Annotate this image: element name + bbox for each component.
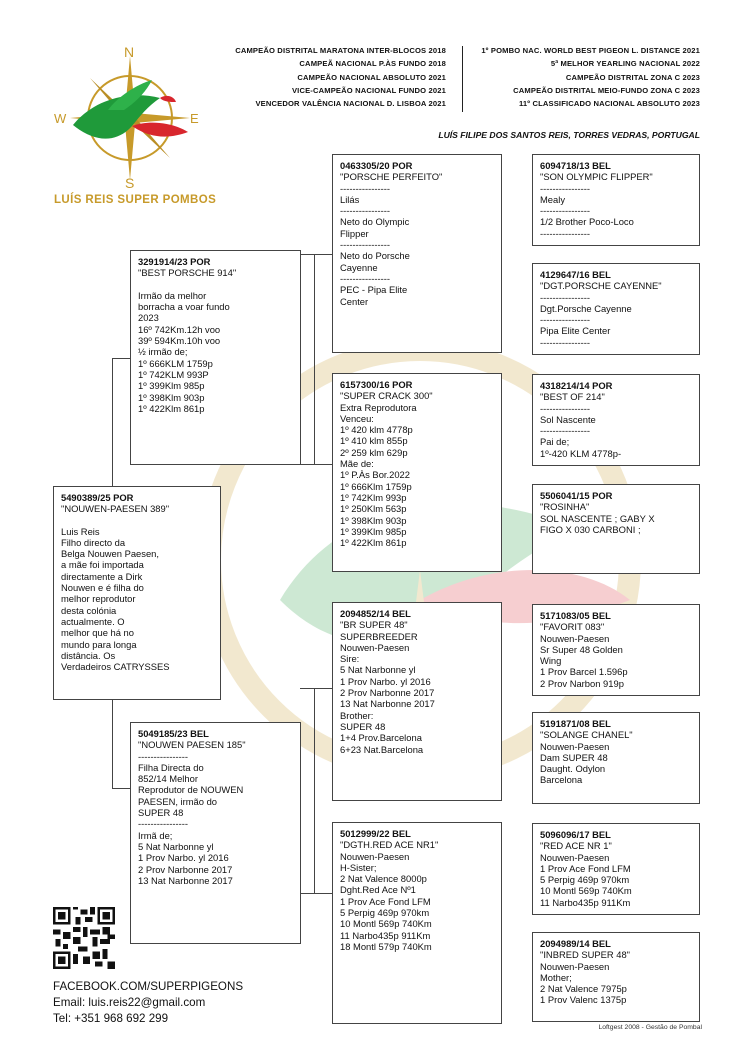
pigeon-info: SOL NASCENTE ; GABY X FIGO X 030 CARBONI ; <box>540 512 655 535</box>
title-line: CAMPEÃO DISTRITAL ZONA C 2023 <box>565 72 700 82</box>
brand-name: LUÍS REIS SUPER POMBOS <box>54 194 217 206</box>
pigeon-info: Irmão da melhor borracha a voar fundo 2023 16º 742Km.12h voo 39º 594Km.10h voo ½ irmão de; 1º 666KLM 1759p 1º 742KLM 993P 1º 399Klm 985p 1º 398Klm 903p 1º 422Klm 861p <box>138 289 230 414</box>
pigeon-info: ---------------- Sol Nascente ---------------- Pai de; 1º-420 KLM 4778p- <box>540 402 622 459</box>
pigeon-name: "SOLANGE CHANEL" <box>540 729 633 741</box>
pigeon-name: "NOUWEN PAESEN 185" <box>138 739 246 751</box>
pigeon-name: "NOUWEN-PAESEN 389" <box>61 503 170 515</box>
title-line: 5ª MELHOR YEARLING NACIONAL 2022 <box>550 59 700 69</box>
title-line: CAMPEÃO DISTRITAL MARATONA INTER-BLOCOS 2018 <box>235 46 446 55</box>
svg-text:S: S <box>125 175 135 191</box>
pigeon-info: ---------------- Lilás ---------------- Neto do Olympic Flipper ---------------- Neto do Porsche Cayenne ---------------- PEC - Pipa Elite Center <box>340 182 410 307</box>
email-link[interactable]: Email: luis.reis22@gmail.com <box>53 996 206 1009</box>
ring-number: 4129647/16 BEL <box>540 269 611 280</box>
pigeon-info: Luis Reis Filho directo da Belga Nouwen Paesen, a mãe foi importada directamente a Dirk Nouwen e é filha do melhor reprodutor desta colónia actualmente. O melhor que há no mundo para longa distância. Os Verdadeiros CATRYSSES <box>61 525 170 673</box>
pigeon-card-mfm <box>532 712 700 804</box>
compass-rose-logo <box>48 40 208 200</box>
pigeon-name: "BEST PORSCHE 914" <box>138 267 237 279</box>
title-line: CAMPEÃ NACIONAL P.ÀS FUNDO 2018 <box>299 59 446 69</box>
pigeon-name: "BEST OF 214" <box>540 391 605 403</box>
pigeon-card-ff <box>332 154 502 353</box>
svg-text:N: N <box>124 44 135 60</box>
pigeon-card-fff <box>532 154 700 246</box>
pigeon-name: "BR SUPER 48" <box>340 619 408 631</box>
pigeon-card-mff <box>532 604 700 696</box>
pigeon-card-mmm <box>532 932 700 1022</box>
phone-number[interactable]: Tel: +351 968 692 299 <box>53 1012 169 1025</box>
ring-number: 6157300/16 POR <box>340 379 413 390</box>
software-credit: Loftgest 2008 - Gestão de Pombal <box>598 1024 702 1031</box>
pigeon-name: "ROSINHA" <box>540 501 590 513</box>
ring-number: 5012999/22 BEL <box>340 828 411 839</box>
titles-right <box>470 44 700 110</box>
pigeon-name: "FAVORIT 083" <box>540 621 605 633</box>
connector-line <box>314 254 315 464</box>
pigeon-card-ffm <box>532 263 700 355</box>
pigeon-card-mother <box>130 722 301 944</box>
svg-text:E: E <box>190 111 199 126</box>
pigeon-info: Nouwen-Paesen H-Sister; 2 Nat Valence 8000p Dght.Red Ace Nº1 1 Prov Ace Fond LFM 5 Perpig 469p 970km 10 Montl 569p 740Km 11 Narbo435p 911Km 18 Montl 579p 740Km <box>340 850 432 952</box>
pigeon-name: "PORSCHE PERFEITO" <box>340 171 443 183</box>
titles-divider <box>462 46 463 112</box>
pigeon-name: "DGTH.RED ACE NR1" <box>340 839 439 851</box>
title-line: CAMPEÃO NACIONAL ABSOLUTO 2021 <box>297 72 446 82</box>
connector-line <box>300 893 332 894</box>
ring-number: 4318214/14 POR <box>540 380 613 391</box>
ring-number: 2094989/14 BEL <box>540 938 611 949</box>
pigeon-info: Nouwen-Paesen Mother; 2 Nat Valence 7975p 1 Prov Valenc 1375p <box>540 960 627 1006</box>
pigeon-card-fmf <box>532 374 700 466</box>
connector-line <box>300 254 332 255</box>
ring-number: 3291914/23 POR <box>138 256 211 267</box>
pigeon-card-mmf <box>532 823 700 915</box>
ring-number: 5191871/08 BEL <box>540 718 611 729</box>
ring-number: 5096096/17 BEL <box>540 829 611 840</box>
connector-line <box>112 788 130 789</box>
title-line: 11º CLASSIFICADO NACIONAL ABSOLUTO 2023 <box>518 99 700 109</box>
pigeon-info: ---------------- Mealy ---------------- 1/2 Brother Poco-Loco ---------------- <box>540 182 634 239</box>
pigeon-card-fmm <box>532 484 700 574</box>
pigeon-info: Extra Reprodutora Venceu: 1º 420 klm 4778p 1º 410 klm 855p 2º 259 klm 629p Mãe de: 1º P.Às Bor.2022 1º 666Klm 1759p 1º 742Klm 993p 1º 250Klm 563p 1º 398Klm 903p 1º 399Klm 985p 1º 422Klm 861p <box>340 401 417 549</box>
pigeon-info: Nouwen-Paesen 1 Prov Ace Fond LFM 5 Perpig 469p 970km 10 Montl 569p 740Km 11 Narbo435p 911Km <box>540 851 632 908</box>
ring-number: 5490389/25 POR <box>61 492 134 503</box>
pigeon-name: "INBRED SUPER 48" <box>540 949 631 961</box>
pigeon-card-fm <box>332 373 502 572</box>
pigeon-card-mm <box>332 822 502 1024</box>
titles-left <box>210 44 446 110</box>
pigeon-name: "RED ACE NR 1" <box>540 840 612 852</box>
pigeon-info: SUPERBREEDER Nouwen-Paesen Sire: 5 Nat Narbonne yl 1 Prov Narbo. yl 2016 2 Prov Narbonne 2017 13 Nat Narbonne 2017 Brother: SUPER 48 1+4 Prov.Barcelona 6+23 Nat.Barcelona <box>340 630 435 755</box>
connector-line <box>112 358 130 359</box>
pigeon-info: ---------------- Dgt.Porsche Cayenne ---------------- Pipa Elite Center ---------------- <box>540 291 632 348</box>
pigeon-name: "SON OLYMPIC FLIPPER" <box>540 171 653 183</box>
facebook-link[interactable]: FACEBOOK.COM/SUPERPIGEONS <box>53 980 244 993</box>
pigeon-name: "DGT.PORSCHE CAYENNE" <box>540 280 662 292</box>
owner-line: LUÍS FILIPE DOS SANTOS REIS, TORRES VEDRAS, PORTUGAL <box>438 130 700 140</box>
connector-line <box>300 464 332 465</box>
connector-line <box>112 358 113 487</box>
contact-info <box>53 979 243 1027</box>
ring-number: 6094718/13 BEL <box>540 160 611 171</box>
title-line: VENCEDOR VALÊNCIA NACIONAL D. LISBOA 2021 <box>255 99 446 109</box>
pigeon-name: "SUPER CRACK 300" <box>340 390 433 402</box>
title-line: VICE-CAMPEÃO NACIONAL FUNDO 2021 <box>291 85 446 95</box>
pigeon-card-subject <box>53 486 221 700</box>
pigeon-info: Nouwen-Paesen Sr Super 48 Golden Wing 1 Prov Barcel 1.596p 2 Prov Narbon 919p <box>540 632 628 689</box>
ring-number: 0463305/20 POR <box>340 160 413 171</box>
pigeon-info: ---------------- Filha Directa do 852/14 Melhor Reprodutor de NOUWEN PAESEN, irmão do SUPER 48 ---------------- Irmã de; 5 Nat Narbonne yl 1 Prov Narbo. yl 2016 2 Prov Narbonne 2017 13 Nat Narbonne 2017 <box>138 750 244 886</box>
connector-line <box>112 700 113 788</box>
svg-text:W: W <box>54 111 67 126</box>
ring-number: 5049185/23 BEL <box>138 728 209 739</box>
qr-code[interactable] <box>53 907 115 969</box>
pigeon-info: Nouwen-Paesen Dam SUPER 48 Daught. Odylon Barcelona <box>540 740 610 786</box>
connector-line <box>300 688 332 689</box>
title-line: CAMPEÃO DISTRITAL MEIO-FUNDO ZONA C 2023 <box>513 85 700 95</box>
connector-line <box>314 688 315 893</box>
ring-number: 5506041/15 POR <box>540 490 613 501</box>
pigeon-card-father <box>130 250 301 465</box>
pigeon-card-mf <box>332 602 502 801</box>
brand-logo <box>48 40 217 215</box>
title-line: 1º POMBO NAC. WORLD BEST PIGEON L. DISTANCE 2021 <box>481 46 700 55</box>
ring-number: 2094852/14 BEL <box>340 608 411 619</box>
ring-number: 5171083/05 BEL <box>540 610 611 621</box>
